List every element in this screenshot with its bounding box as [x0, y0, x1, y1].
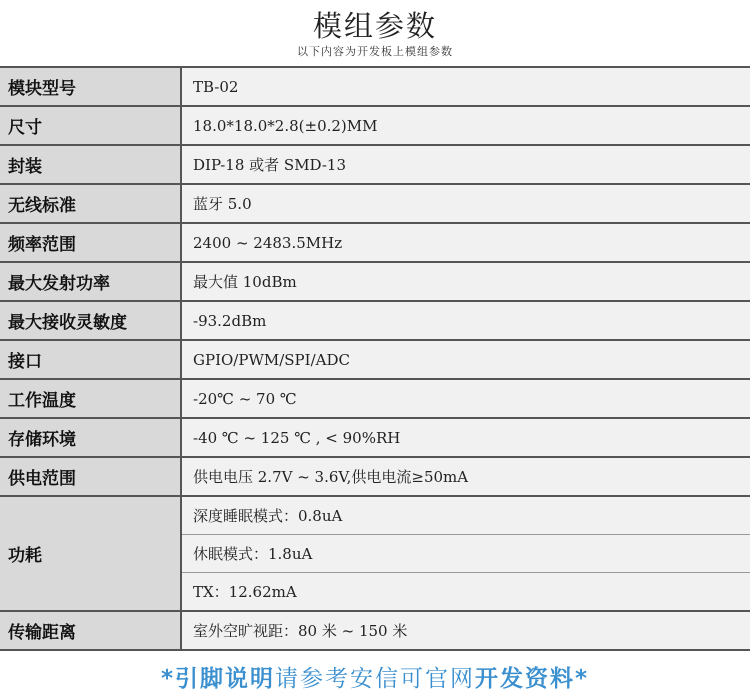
param-label-supply: 供电范围 [0, 457, 181, 496]
param-label-size: 尺寸 [0, 106, 181, 145]
table-row [0, 340, 750, 379]
param-label-power: 功耗 [0, 496, 181, 611]
param-value-distance: 室外空旷视距：80 米 ~ 150 米 [181, 611, 750, 650]
table-row [0, 145, 750, 184]
footer-note-part3: 开发资料* [475, 666, 590, 692]
param-value-size: 18.0*18.0*2.8(±0.2)MM [181, 106, 750, 145]
param-value-power-tx: TX：12.62mA [181, 573, 750, 612]
param-value-package: DIP-18 或者 SMD-13 [181, 145, 750, 184]
param-value-supply: 供电电压 2.7V ~ 3.6V,供电电流≥50mA [181, 457, 750, 496]
param-label-wireless: 无线标准 [0, 184, 181, 223]
table-row [0, 262, 750, 301]
param-value-tx-power: 最大值 10dBm [181, 262, 750, 301]
param-label-operating-temp: 工作温度 [0, 379, 181, 418]
table-row [0, 223, 750, 262]
parameter-table [0, 66, 750, 651]
footer-note [0, 660, 750, 693]
table-row [0, 496, 750, 535]
param-label-model: 模块型号 [0, 67, 181, 106]
param-label-package: 封装 [0, 145, 181, 184]
param-value-interface: GPIO/PWM/SPI/ADC [181, 340, 750, 379]
table-row [0, 301, 750, 340]
param-label-distance: 传输距离 [0, 611, 181, 650]
param-value-model: TB-02 [181, 67, 750, 106]
param-label-interface: 接口 [0, 340, 181, 379]
table-row [0, 611, 750, 650]
table-row [0, 184, 750, 223]
page-subtitle: 以下内容为开发板上模组参数 [297, 45, 453, 58]
table-row [0, 379, 750, 418]
param-value-power-sleep: 休眠模式：1.8uA [181, 535, 750, 573]
footer-note-part1: *引脚说明 [160, 666, 275, 692]
param-value-frequency: 2400 ~ 2483.5MHz [181, 223, 750, 262]
table-row [0, 67, 750, 106]
param-value-wireless: 蓝牙 5.0 [181, 184, 750, 223]
page-title: 模组参数 [312, 9, 437, 43]
param-label-tx-power: 最大发射功率 [0, 262, 181, 301]
param-label-rx-sensitivity: 最大接收灵敏度 [0, 301, 181, 340]
param-value-rx-sensitivity: -93.2dBm [181, 301, 750, 340]
param-label-frequency: 频率范围 [0, 223, 181, 262]
param-value-operating-temp: -20℃ ~ 70 ℃ [181, 379, 750, 418]
param-value-storage: -40 ℃ ~ 125 ℃ , < 90%RH [181, 418, 750, 457]
table-row [0, 106, 750, 145]
table-row [0, 418, 750, 457]
table-row [0, 457, 750, 496]
footer-note-part2: 请参考安信可官网 [275, 666, 475, 692]
param-value-power-deep-sleep: 深度睡眠模式：0.8uA [181, 496, 750, 535]
param-label-storage: 存储环境 [0, 418, 181, 457]
